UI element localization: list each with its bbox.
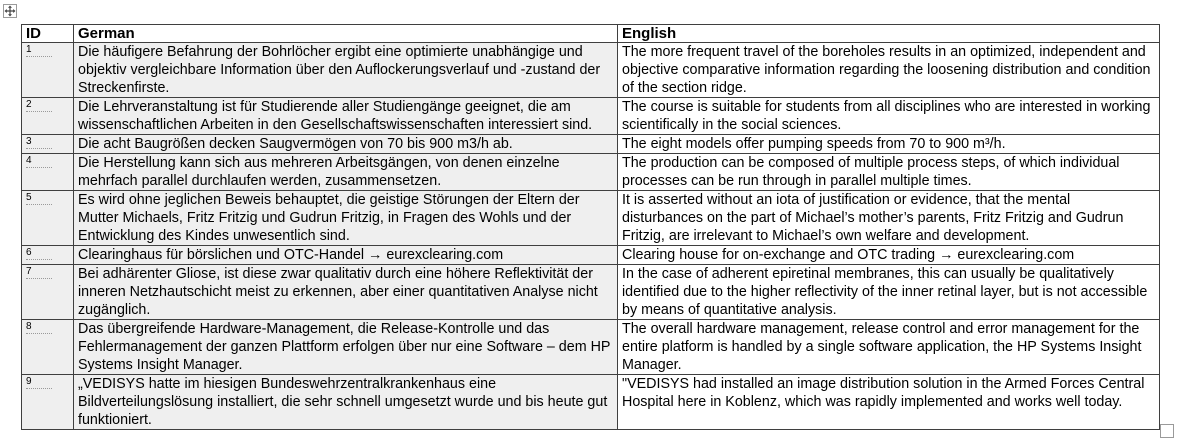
row-id-cell <box>22 98 74 135</box>
table-row <box>22 246 1160 265</box>
german-cell[interactable]: Die acht Baugrößen decken Saugvermögen von 70 bis 900 m3/h ab. <box>74 135 618 154</box>
english-cell[interactable]: The production can be composed of multiple process steps, of which individual processes can be run through in parallel multiple times. <box>618 154 1160 191</box>
row-id: 8 <box>26 321 52 334</box>
table-row <box>22 43 1160 98</box>
row-id-cell <box>22 191 74 246</box>
four-way-arrow-icon <box>4 5 16 17</box>
row-id: 2 <box>26 99 52 112</box>
table-row <box>22 265 1160 320</box>
german-cell[interactable]: Die häufigere Befahrung der Bohrlöcher ergibt eine optimierte unabhängige und objektiv vergleichbare Information über den Auflockerungsverlauf und -zustand der Streckenfirste. <box>74 43 618 98</box>
column-header-german: German <box>74 25 618 43</box>
german-cell[interactable]: Die Lehrveranstaltung ist für Studierende aller Studiengänge geeignet, die am wissenschaftlichen Arbeiten in den Gesellschaftswissenschaften interessiert sind. <box>74 98 618 135</box>
row-id: 1 <box>26 44 52 57</box>
table-row <box>22 320 1160 375</box>
english-cell[interactable]: The course is suitable for students from all disciplines who are interested in working scientifically in the social sciences. <box>618 98 1160 135</box>
german-cell[interactable]: Das übergreifende Hardware-Management, die Release-Kontrolle und das Fehlermanagement der ganzen Plattform erfolgen über nur eine Software – dem HP Systems Insight Manager. <box>74 320 618 375</box>
german-cell[interactable]: Bei adhärenter Gliose, ist diese zwar qualitativ durch eine höhere Reflektivität der inneren Netzhautschicht meist zu erkennen, aber einer quantitativen Analyse nicht zugänglich. <box>74 265 618 320</box>
table-move-handle[interactable] <box>3 4 17 18</box>
row-id-cell <box>22 154 74 191</box>
table-resize-handle[interactable] <box>1160 424 1174 438</box>
german-cell[interactable]: „VEDISYS hatte im hiesigen Bundeswehrzentralkrankenhaus eine Bildverteilungslösung installiert, die sehr schnell umgesetzt wurde und bis heute gut funktioniert. <box>74 375 618 430</box>
table-row <box>22 375 1160 430</box>
column-header-id: ID <box>22 25 74 43</box>
table-row <box>22 98 1160 135</box>
german-cell[interactable]: Es wird ohne jeglichen Beweis behauptet, die geistige Störungen der Eltern der Mutter Michaels, Fritz Fritzig und Gudrun Fritzig, in Fragen des Wohls und der Entwicklung des Kindes unwesentlich sind. <box>74 191 618 246</box>
english-cell[interactable]: The overall hardware management, release control and error management for the entire platform is handled by a single software application, the HP Systems Insight Manager. <box>618 320 1160 375</box>
row-id: 3 <box>26 136 52 149</box>
row-id: 4 <box>26 155 52 168</box>
row-id-cell <box>22 43 74 98</box>
row-id: 6 <box>26 247 52 260</box>
row-id: 7 <box>26 266 52 279</box>
translation-table <box>21 24 1160 430</box>
english-cell[interactable]: It is asserted without an iota of justification or evidence, that the mental disturbances on the part of Michael’s mother’s parents, Fritz Fritzig and Gudrun Fritzig, are irrelevant to Michael’s own welfare and development. <box>618 191 1160 246</box>
german-cell[interactable]: Clearinghaus für börslichen und OTC-Handel → eurexclearing.com <box>74 246 618 265</box>
table-row <box>22 154 1160 191</box>
row-id-cell <box>22 375 74 430</box>
english-cell[interactable]: In the case of adherent epiretinal membranes, this can usually be qualitatively identified due to the higher reflectivity of the inner retinal layer, but is not accessible by means of quantitative analysis. <box>618 265 1160 320</box>
german-cell[interactable]: Die Herstellung kann sich aus mehreren Arbeitsgängen, von denen einzelne mehrfach parallel durchlaufen werden, zusammensetzen. <box>74 154 618 191</box>
english-cell[interactable]: The more frequent travel of the boreholes results in an optimized, independent and objective comparative information regarding the loosening distribution and condition of the section ridge. <box>618 43 1160 98</box>
row-id-cell <box>22 320 74 375</box>
english-cell[interactable]: The eight models offer pumping speeds from 70 to 900 m³/h. <box>618 135 1160 154</box>
row-id: 5 <box>26 192 52 205</box>
row-id-cell <box>22 265 74 320</box>
row-id-cell <box>22 246 74 265</box>
table-row <box>22 191 1160 246</box>
table-header-row <box>22 25 1160 43</box>
row-id-cell <box>22 135 74 154</box>
english-cell[interactable]: "VEDISYS had installed an image distribution solution in the Armed Forces Central Hospital here in Koblenz, which was rapidly implemented and works well today. <box>618 375 1160 430</box>
table-row <box>22 135 1160 154</box>
row-id: 9 <box>26 376 52 389</box>
column-header-english: English <box>618 25 1160 43</box>
english-cell[interactable]: Clearing house for on-exchange and OTC trading → eurexclearing.com <box>618 246 1160 265</box>
